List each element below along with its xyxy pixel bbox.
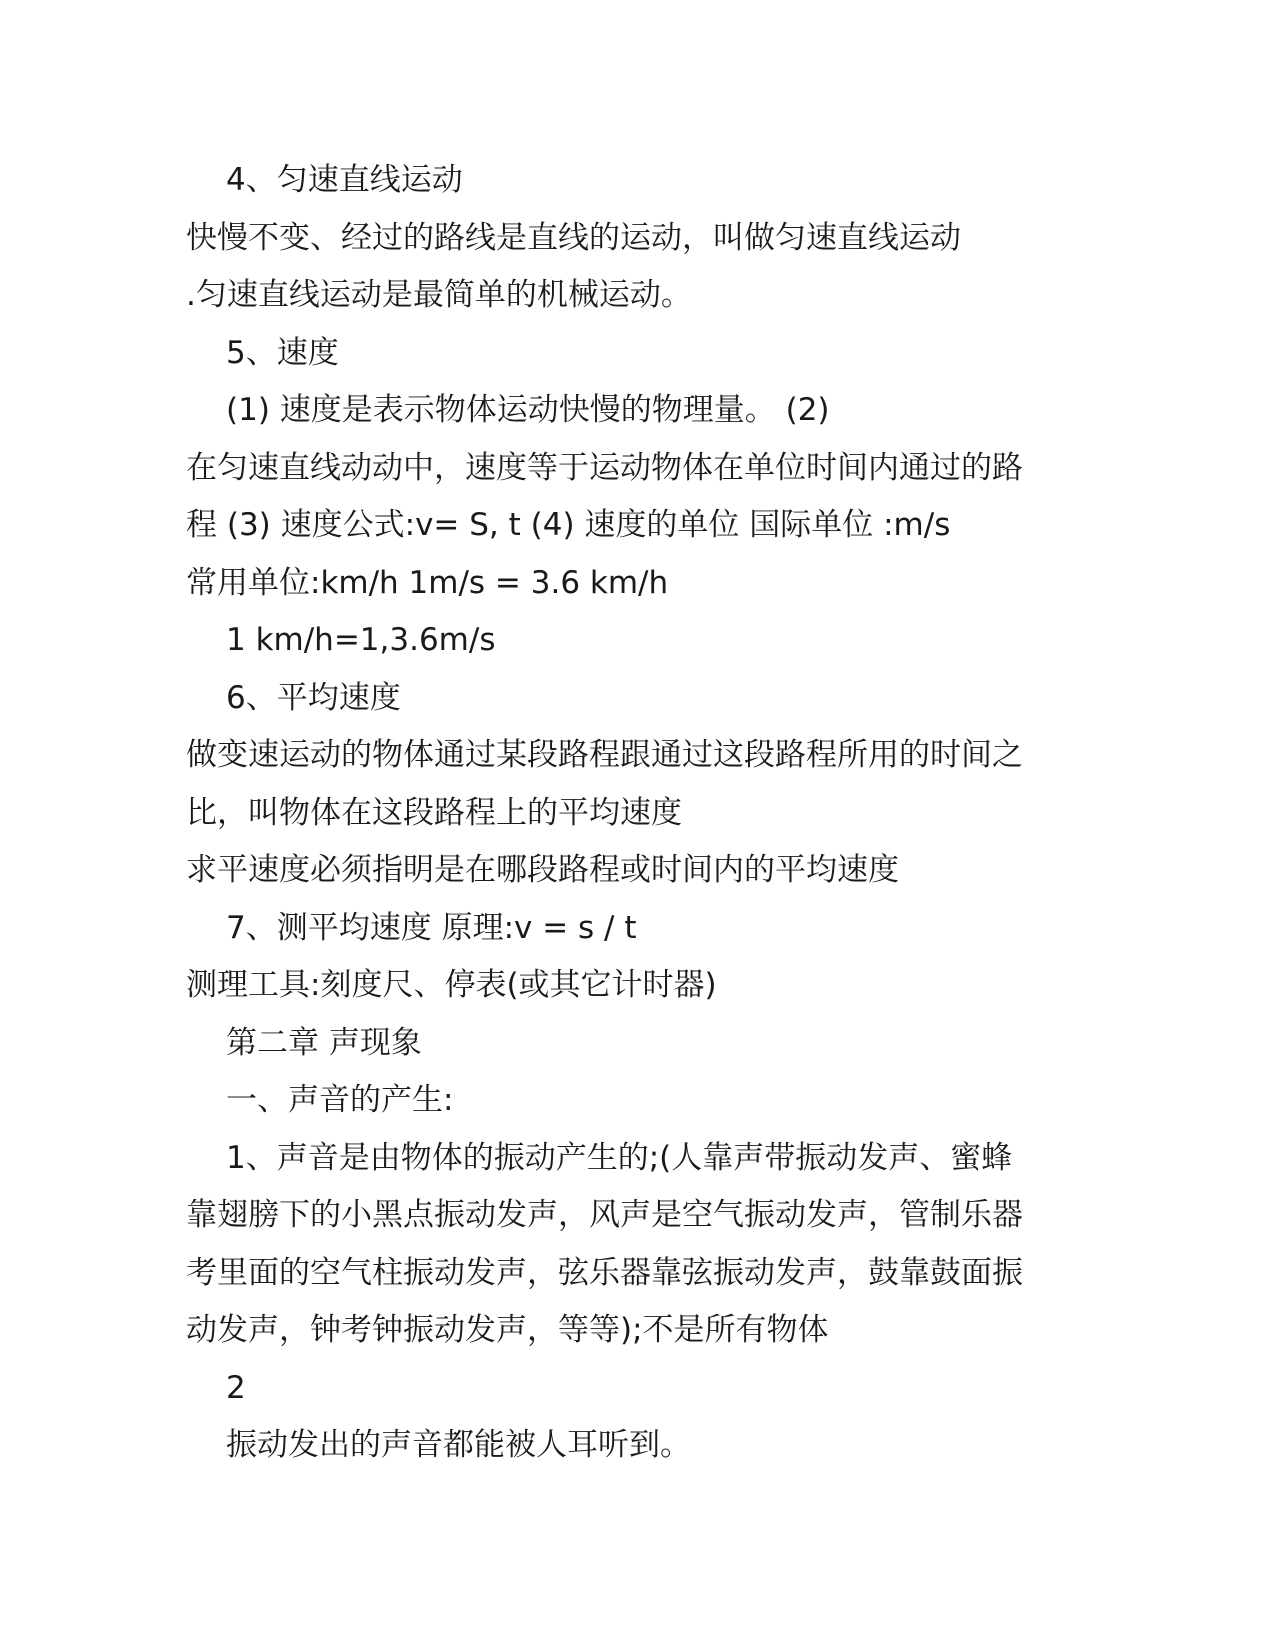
paragraph-line: (1) 速度是表示物体运动快慢的物理量。 (2) xyxy=(226,392,830,428)
paragraph-line: .匀速直线运动是最简单的机械运动。 xyxy=(186,277,692,313)
paragraph-line: 做变速运动的物体通过某段路程跟通过这段路程所用的时间之 xyxy=(186,737,1023,773)
paragraph-line: 比，叫物体在这段路程上的平均速度 xyxy=(186,794,682,831)
document-body xyxy=(186,152,1086,1475)
paragraph-line: 常用单位:km/h 1m/s = 3.6 km/h xyxy=(186,564,669,601)
section-heading: 一、声音的产生: xyxy=(226,1082,454,1118)
paragraph-line: 求平速度必须指明是在哪段路程或时间内的平均速度 xyxy=(186,852,899,888)
chapter-heading: 第二章 声现象 xyxy=(226,1024,422,1061)
heading-average-speed: 6、平均速度 xyxy=(226,679,401,716)
heading-speed: 5、速度 xyxy=(226,334,339,371)
paragraph-line: 靠翅膀下的小黑点振动发声，风声是空气振动发声，管制乐器 xyxy=(186,1197,1023,1233)
paragraph-line: 程 (3) 速度公式:v= S, t (4) 速度的单位 国际单位 :m/s xyxy=(186,507,951,543)
heading-measure-average-speed: 7、测平均速度 原理:v = s / t xyxy=(226,909,637,946)
paragraph-line: 测理工具:刻度尺、停表(或其它计时器) xyxy=(186,967,717,1003)
paragraph-line: 在匀速直线动动中，速度等于运动物体在单位时间内通过的路 xyxy=(186,449,1023,486)
paragraph-line: 2 xyxy=(226,1369,246,1406)
heading-uniform-linear-motion: 4、匀速直线运动 xyxy=(226,162,463,198)
paragraph-line: 动发声，钟考钟振动发声，等等);不是所有物体 xyxy=(186,1312,829,1348)
paragraph-line: 考里面的空气柱振动发声，弦乐器靠弦振动发声，鼓靠鼓面振 xyxy=(186,1254,1023,1291)
paragraph-line: 1 km/h=1,3.6m/s xyxy=(226,622,496,658)
paragraph-line: 快慢不变、经过的路线是直线的运动，叫做匀速直线运动 xyxy=(186,219,961,256)
paragraph-line: 振动发出的声音都能被人耳听到。 xyxy=(226,1427,691,1463)
paragraph-line: 1、声音是由物体的振动产生的;(人靠声带振动发声、蜜蜂 xyxy=(226,1139,1013,1176)
